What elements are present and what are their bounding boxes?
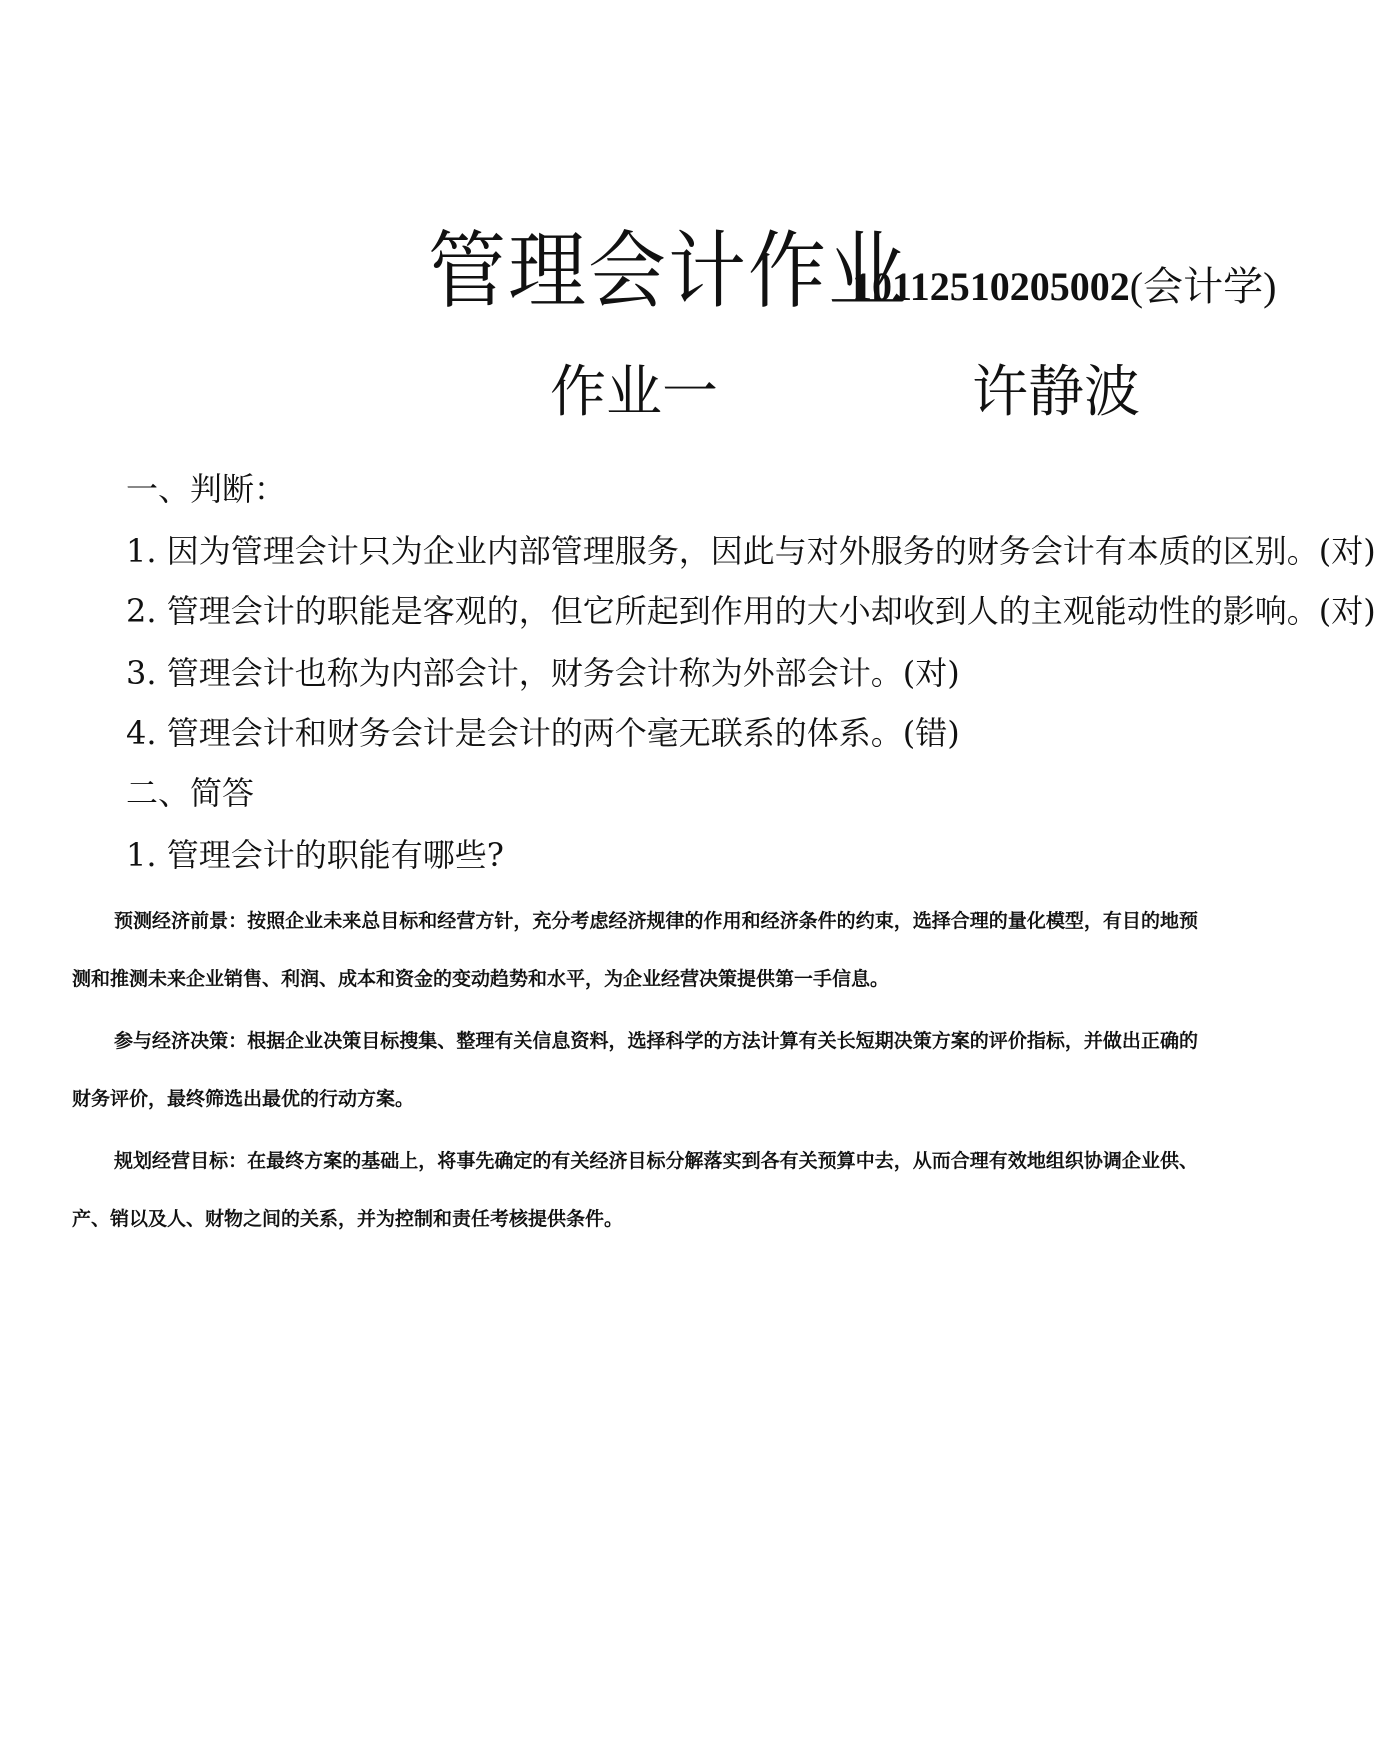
author-name: 许静波 [972,360,1140,425]
answer-paragraph-forecast: 预测经济前景：按照企业未来总目标和经营方针，充分考虑经济规律的作用和经济条件的约束，选择合理的量化模型，有目的地预测和推测未来企业销售、利润、成本和资金的变动趋势和水平，为企业经营决策提供第一手信息。 [72,910,1198,990]
judgment-item: 1. 因为管理会计只为企业内部管理服务，因此与对外服务的财务会计有本质的区别。(对) [126,532,1376,570]
judgment-item: 4. 管理会计和财务会计是会计的两个毫无联系的体系。(错) [126,714,960,752]
section-heading-short-answer: 二、简答 [126,774,255,812]
judgment-item: 2. 管理会计的职能是客观的，但它所起到作用的大小却收到人的主观能动性的影响。(对) [126,592,1376,630]
answer-paragraph-planning: 规划经营目标：在最终方案的基础上，将事先确定的有关经济目标分解落实到各有关预算中去，从而合理有效地组织协调企业供、产、销以及人、财物之间的关系，并为控制和责任考核提供条件。 [72,1150,1198,1230]
judgment-item: 3. 管理会计也称为内部会计，财务会计称为外部会计。(对) [126,654,960,692]
section-heading-judgment: 一、判断： [126,470,287,508]
answer-paragraph-decision: 参与经济决策：根据企业决策目标搜集、整理有关信息资料，选择科学的方法计算有关长短期决策方案的评价指标，并做出正确的财务评价，最终筛选出最优的行动方案。 [72,1030,1198,1110]
major: (会计学) [1129,264,1277,309]
assignment-subtitle: 作业一 [550,360,718,425]
student-id-line [852,262,1276,312]
short-answer-question: 1. 管理会计的职能有哪些? [126,836,504,874]
student-id: 10112510205002 [852,264,1130,309]
document-title: 管理会计作业 [428,223,909,321]
